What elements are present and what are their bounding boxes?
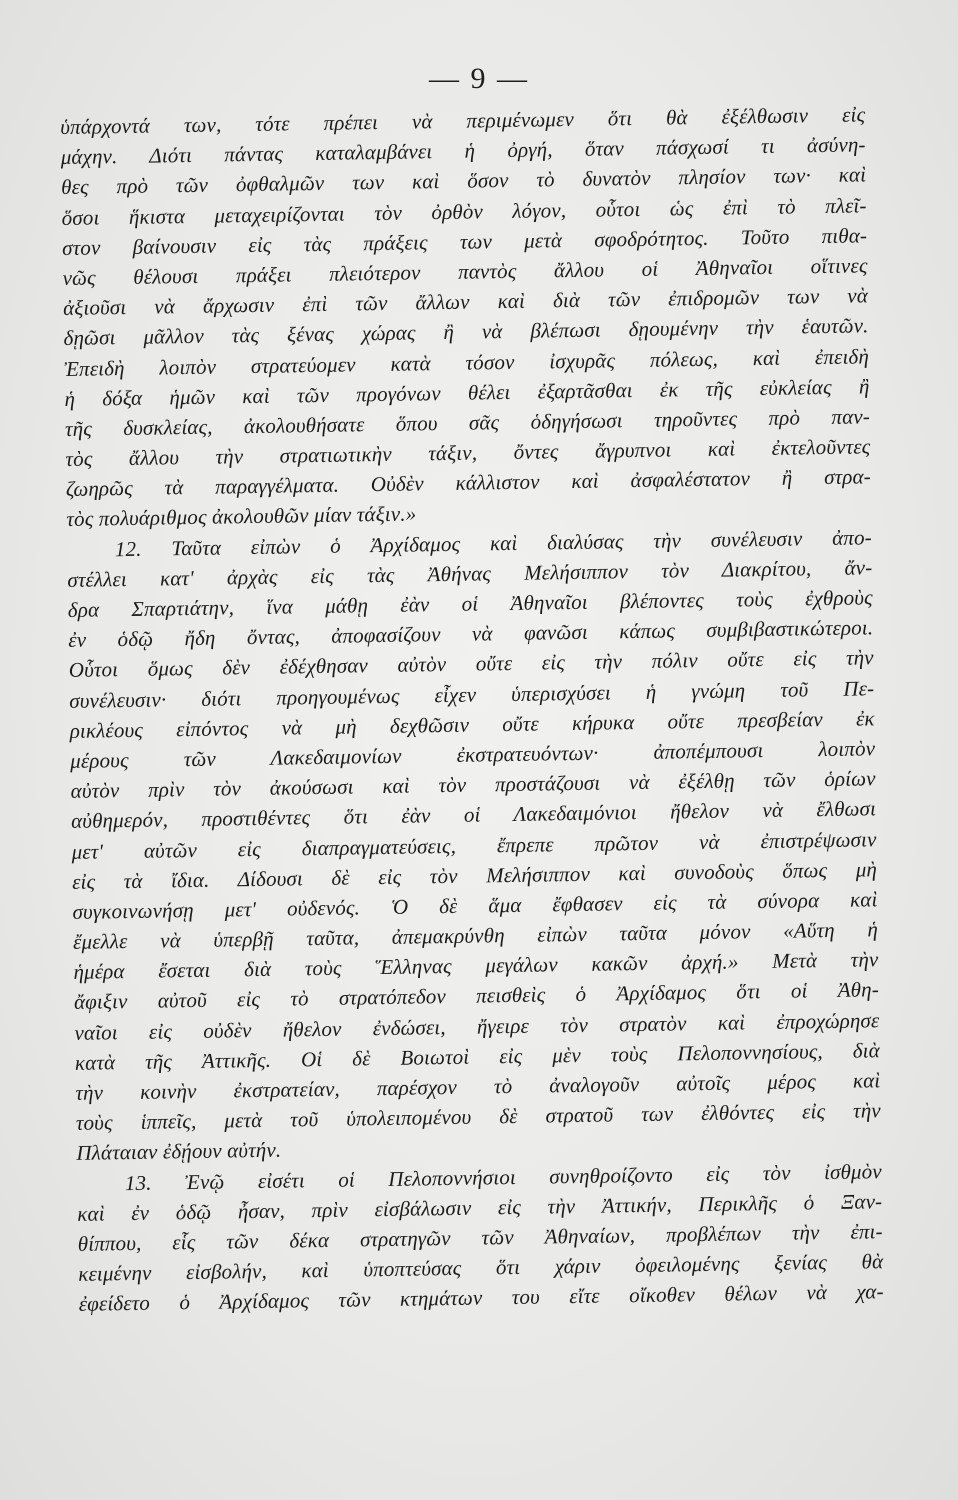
text-line: τὴν κοινὴν ἐκστρατείαν, παρέσχον τὸ ἀναλογοῦν αὐτοῖς μέρος καὶ [75,1068,881,1105]
text-line: στον βαίνουσιν εἰς τὰς πράξεις των μετὰ σφοδρότητος. Τοῦτο πιθα- [61,223,868,260]
text-line: ἡμέρα ἔσεται διὰ τοὺς Ἕλληνας μεγάλων κακῶν ἀρχή.» Μετὰ τὴν [73,947,879,985]
text-line: στέλλει κατ' ἀρχὰς εἰς τὰς Ἀθήνας Μελήσιππον τὸν Διακρίτου, ἄν- [67,555,873,592]
body-text [60,99,884,1319]
text-line: μετ' αὐτῶν εἰς διαπραγματεύσεις, ἔπρεπε πρῶτον νὰ ἐπιστρέψωσιν [71,826,877,864]
text-line: δρα Σπαρτιάτην, ἵνα μάθῃ ἐὰν οἱ Ἀθηναῖοι βλέποντες τοὺς ἐχθροὺς [67,585,873,622]
text-line: ἐφείδετο ὁ Ἀρχίδαμος τῶν κτημάτων του εἴτε οἴκοθεν θέλων νὰ χα- [78,1279,884,1317]
text-line: θίππου, εἷς τῶν δέκα στρατηγῶν τῶν Ἀθηναίων, προβλέπων τὴν ἐπι- [77,1219,883,1256]
section-13-start-line: 13. Ἐνῷ εἰσέτι οἱ Πελοποννήσιοι συνηθροίζοντο εἰς τὸν ἰσθμὸν [124,1158,882,1195]
text-line: αὐθημερόν, προστιθέντες ὅτι ἐὰν οἱ Λακεδαιμόνιοι ἤθελον νὰ ἔλθωσι [70,796,877,834]
text-line: ναῖοι εἰς οὐδὲν ἤθελον ἐνδώσει, ἤγειρε τὸν στρατὸν καὶ ἐπροχώρησε [74,1007,880,1045]
section-12-start-line: 12. Ταῦτα εἰπὼν ὁ Ἀρχίδαμος καὶ διαλύσας τὴν συνέλευσιν ἀπο- [114,524,872,561]
text-line: ἡ δόξα ἡμῶν καὶ τῶν προγόνων θέλει ἐξαρτᾶσθαι ἐκ τῆς εὐκλείας ἢ [64,374,870,411]
page-number: — 9 — [429,62,529,95]
text-line: ἄφιξιν αὐτοῦ εἰς τὸ στρατόπεδον πεισθεὶς ὁ Ἀρχίδαμος ὅτι οἱ Ἀθη- [73,977,880,1015]
text-line: καὶ ἐν ὁδῷ ἦσαν, πρὶν εἰσβάλωσιν εἰς τὴν Ἀττικήν, Περικλῆς ὁ Ξαν- [77,1188,883,1226]
text-line: συνέλευσιν· διότι προηγουμένως εἶχεν ὑπερισχύσει ἡ γνώμη τοῦ Πε- [69,675,875,713]
text-line: τῆς δυσκλείας, ἀκολουθήσατε ὅπου σᾶς ὁδηγήσωσι τηροῦντες πρὸ παν- [64,404,871,441]
text-line: θες πρὸ τῶν ὀφθαλμῶν των καὶ ὅσον τὸ δυνατὸν πλησίον των· καὶ [60,162,867,200]
text-line: μάχην. Διότι πάντας καταλαμβάνει ἡ ὀργή, ὅταν πάσχωσί τι ἀσύνη- [60,132,866,170]
text-line: κατὰ τῆς Ἀττικῆς. Οἱ δὲ Βοιωτοὶ εἰς μὲν τοὺς Πελοποννησίους, διὰ [74,1038,881,1075]
text-line: τὸς ἄλλου τὴν στρατιωτικὴν τάξιν, ὄντες ἄγρυπνοι καὶ ἐκτελοῦντες [65,434,871,472]
text-line: μέρους τῶν Λακεδαιμονίων ἐκστρατευόντων· ἀποπέμπουσι λοιπὸν [70,736,876,773]
text-line: νῶς θέλουσι πράξει πλειότερον παντὸς ἄλλου οἱ Ἀθηναῖοι οἵτινες [62,253,868,290]
text-line: ἀξιοῦσι νὰ ἄρχωσιν ἐπὶ τῶν ἄλλων καὶ διὰ τῶν ἐπιδρομῶν των νὰ [62,283,869,321]
text-line: ὑπάρχοντά των, τότε πρέπει νὰ περιμένωμεν ὅτι θὰ ἐξέλθωσιν εἰς [60,102,866,139]
text-line: συγκοινωνήσῃ μετ' οὐδενός. Ὁ δὲ ἅμα ἔφθασεν εἰς τὰ σύνορα καὶ [72,887,878,924]
text-line: ἐν ὁδῷ ἤδη ὄντας, ἀποφασίζουν νὰ φανῶσι κάπως συμβιβαστικώτεροι. [68,615,874,653]
paragraph-end-line: τὸς πολυάριθμος ἀκολουθῶν μίαν τάξιν.» [66,501,417,532]
text-line: τοὺς ἱππεῖς, μετὰ τοῦ ὑπολειπομένου δὲ στρατοῦ των ἐλθόντες εἰς τὴν [75,1098,881,1136]
text-line: κειμένην εἰσβολήν, καὶ ὑποπτεύσας ὅτι χάριν ὀφειλομένης ξενίας θὰ [78,1249,884,1286]
text-line: Οὗτοι ὅμως δὲν ἐδέχθησαν αὐτὸν οὔτε εἰς τὴν πόλιν οὔτε εἰς τὴν [68,645,874,683]
text-line: ζωηρῶς τὰ παραγγέλματα. Οὐδὲν κάλλιστον καὶ ἀσφαλέστατον ἢ στρα- [65,464,872,502]
text-line: εἰς τὰ ἴδια. Δίδουσι δὲ εἰς τὸν Μελήσιππον καὶ συνοδοὺς ὅπως μὴ [71,856,878,894]
text-line: ὅσοι ἥκιστα μεταχειρίζονται τὸν ὀρθὸν λόγον, οὗτοι ὡς ἐπὶ τὸ πλεῖ- [61,192,867,230]
text-line: αὐτὸν πρὶν τὸν ἀκούσωσι καὶ τὸν προστάζουσι νὰ ἐξέλθῃ τῶν ὁρίων [70,766,876,804]
text-line: Ἐπειδὴ λοιπὸν στρατεύομεν κατὰ τόσον ἰσχυρᾶς πόλεως, καὶ ἐπειδὴ [63,343,870,381]
text-line: δῃῶσι μᾶλλον τὰς ξένας χώρας ἢ νὰ βλέπωσι δῃουμένην τὴν ἑαυτῶν. [63,313,869,351]
text-line: ἔμελλε νὰ ὑπερβῇ ταῦτα, ἀπεμακρύνθη εἰπὼν ταῦτα μόνον «Αὕτη ἡ [72,917,879,954]
text-line: ρικλέους εἰπόντος νὰ μὴ δεχθῶσιν οὔτε κήρυκα οὔτε πρεσβείαν ἐκ [69,706,875,743]
paragraph-end-line: Πλάταιαν ἐδῄουν αὐτήν. [76,1138,282,1166]
